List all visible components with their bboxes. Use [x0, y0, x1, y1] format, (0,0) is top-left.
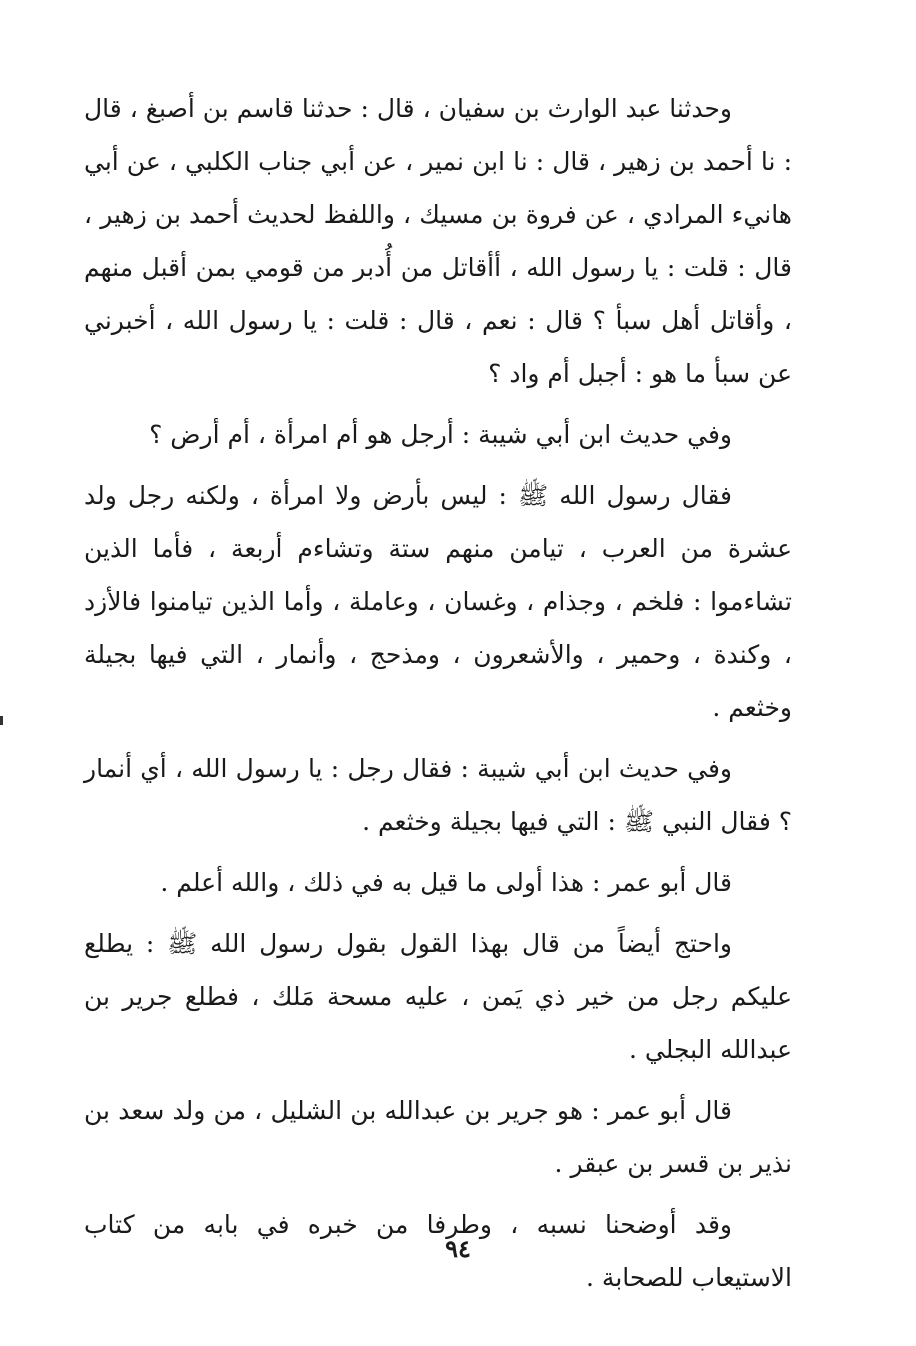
page-body: [84, 82, 792, 1312]
margin-mark: [0, 716, 3, 725]
paragraph-5: قال أبو عمر : هذا أولى ما قيل به في ذلك ، والله أعلم .: [160, 868, 732, 897]
paragraph-1: وحدثنا عبد الوارث بن سفيان ، قال : حدثنا قاسم بن أصبغ ، قال : نا أحمد بن زهير ، قال : نا ابن نمير ، عن أبي جناب الكلبي ، عن أبي هانيء المرادي ، عن فروة بن مسيك ، واللفظ لحديث أحمد بن زهير ، قال : قلت : يا رسول الله ، أأقاتل من أُدبر من قومي بمن أقبل منهم ، وأقاتل أهل سبأ ؟ قال : نعم ، قال : قلت : يا رسول الله ، أخبرني عن سبأ ما هو : أجبل أم واد ؟: [84, 94, 792, 388]
paragraph-6: واحتج أيضاً من قال بهذا القول بقول رسول الله ﷺ : يطلع عليكم رجل من خير ذي يَمن ، عليه مسحة مَلك ، فطلع جرير بن عبدالله البجلي .: [84, 929, 792, 1064]
page-number: ٩٤: [445, 1234, 471, 1263]
paragraph-2: وفي حديث ابن أبي شيبة : أرجل هو أم امرأة ، أم أرض ؟: [149, 420, 732, 449]
paragraph-4: وفي حديث ابن أبي شيبة : فقال رجل : يا رسول الله ، أي أنمار ؟ فقال النبي ﷺ : التي فيها بجيلة وخثعم .: [84, 754, 792, 836]
paragraph-3: فقال رسول الله ﷺ : ليس بأرض ولا امرأة ، ولكنه رجل ولد عشرة من العرب ، تيامن منهم ستة وتشاءم أربعة ، فأما الذين تشاءموا : فلخم ، وجذام ، وغسان ، وعاملة ، وأما الذين تيامنوا فالأزد ، وكندة ، وحمير ، والأشعرون ، ومذحج ، وأنمار ، التي فيها بجيلة وخثعم .: [84, 481, 792, 722]
paragraph-7: قال أبو عمر : هو جرير بن عبدالله بن الشليل ، من ولد سعد بن نذير بن قسر بن عبقر .: [84, 1096, 792, 1178]
paragraph-8: وقد أوضحنا نسبه ، وطرفا من خبره في بابه من كتاب الاستيعاب للصحابة .: [84, 1210, 792, 1292]
